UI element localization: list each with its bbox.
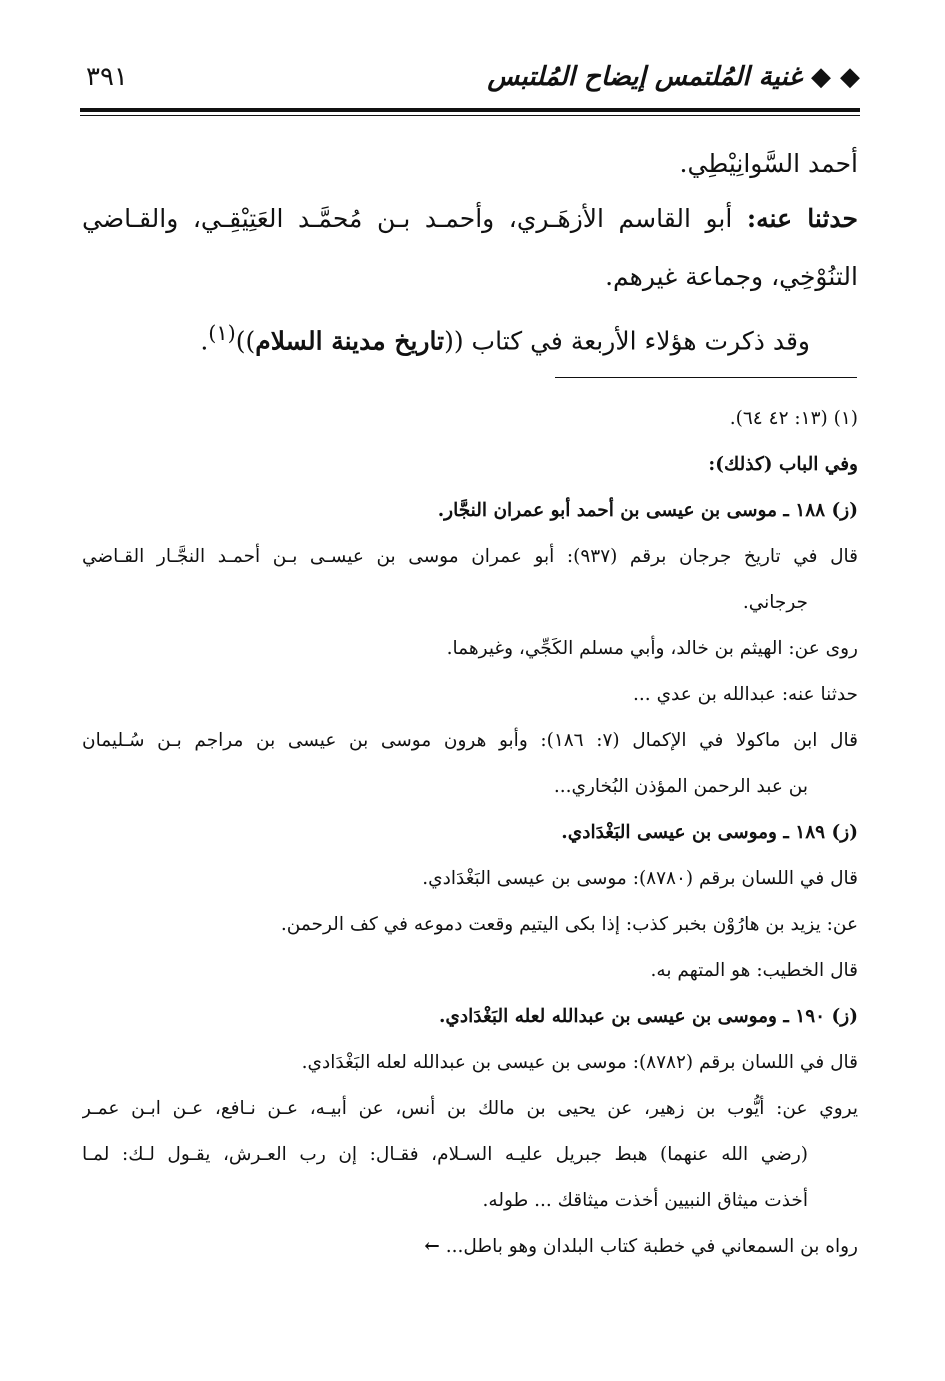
entry-190-line-5-text: رواه بن السمعاني في خطبة كتاب البلدان وهو باطل... xyxy=(445,1236,858,1257)
entry-190-line-3: (رضي الله عنهما) هبط جبريل عليـه السـلام، فقـال: إن رب العـرش، يقـول لـك: لمـا xyxy=(82,1144,808,1165)
narrators-label: حدثنا عنه: xyxy=(746,204,858,233)
entry-189-line-3: قال الخطيب: هو المتهم به. xyxy=(650,960,858,981)
main-line-4-tail: . xyxy=(200,326,209,356)
page-header xyxy=(80,62,860,106)
main-line-4 xyxy=(82,304,858,362)
main-line-4-text: وقد ذكرت هؤلاء الأربعة في كتاب (( xyxy=(444,326,810,356)
footnote-rule xyxy=(555,377,857,378)
entry-190-line-1: قال في اللسان برقم (٨٧٨٢): موسى بن عيسى بن عبدالله لعله البَغْدَادي. xyxy=(301,1052,858,1073)
entry-188-title xyxy=(82,488,858,534)
main-line-1: أحمد السَّوانِيْطِي. xyxy=(679,149,858,178)
page-number: ٣٩١ xyxy=(86,62,128,92)
main-line-2 xyxy=(82,188,858,250)
entry-188-title-text: (ز) ١٨٨ ـ موسى بن عيسى بن أحمد أبو عمران النجَّار. xyxy=(437,500,858,521)
narrators-text: أبو القاسم الأزهَـري، وأحمـد بـن مُحمَّـد العَتِيْقِـي، والقـاضي xyxy=(82,204,747,233)
entry-188-line-2: جرجاني. xyxy=(742,592,808,613)
main-line-3: التنُوْخِي، وجماعة غيرهم. xyxy=(605,262,858,291)
entry-190-line-2: يروي عن: أيُّوب بن زهير، عن يحيى بن مالك بن أنس، عن أبيـه، عـن نـافع، عـن ابـن عمـر xyxy=(82,1098,858,1119)
running-title: ◆ ◆ غنية المُلتمس إيضاح المُلتبس xyxy=(487,62,860,92)
entry-189-title xyxy=(82,810,858,856)
section-heading xyxy=(82,442,858,488)
entry-190-line-5 xyxy=(82,1224,858,1270)
entry-188-line-3: روى عن: الهيثم بن خالد، وأبي مسلم الكَجِّي، وغيرهما. xyxy=(446,638,858,659)
footnote-1: (١) (١٣: ٤٢ ٦٤). xyxy=(729,408,858,429)
main-text xyxy=(82,140,858,362)
continue-arrow-icon: ← xyxy=(424,1236,440,1257)
book-title-close: )) xyxy=(235,326,256,356)
header-rule-thin xyxy=(80,115,860,116)
footnote-ref: (١) xyxy=(208,321,236,345)
section-heading-text: وفي الباب (كذلك): xyxy=(708,454,858,475)
entry-190-line-4: أخذت ميثاق النبيين أخذت ميثاقك ... طوله. xyxy=(482,1190,808,1211)
entry-190-title-text: (ز) ١٩٠ ـ وموسى بن عيسى بن عبدالله لعله البَغْدَادي. xyxy=(438,1006,858,1027)
book-title: تاريخ مدينة السلام xyxy=(255,326,445,356)
entry-188-line-4: حدثنا عنه: عبدالله بن عدي ... xyxy=(633,684,858,705)
entry-189-line-2: عن: يزيد بن هارُوْن بخبر كذب: إذا بكى اليتيم وقعت دموعه في كف الرحمن. xyxy=(280,914,858,935)
entry-190-title xyxy=(82,994,858,1040)
header-rule-thick xyxy=(80,108,860,112)
entry-188-line-5: قال ابن ماكولا في الإكمال (٧: ١٨٦): وأبو هرون موسى بن عيسى بن مراجم بـن سُـليمان xyxy=(82,730,858,751)
entry-189-line-1: قال في اللسان برقم (٨٧٨٠): موسى بن عيسى البَغْدَادي. xyxy=(422,868,858,889)
entry-188-line-6: بن عبد الرحمن المؤذن البُخاري... xyxy=(553,776,808,797)
entry-189-title-text: (ز) ١٨٩ ـ وموسى بن عيسى البَغْدَادي. xyxy=(561,822,858,843)
footnotes xyxy=(82,396,858,1270)
entry-188-line-1: قال في تاريخ جرجان برقم (٩٣٧): أبو عمران موسى بن عيسـى بـن أحمـد النجَّـار القـاضي xyxy=(82,546,858,567)
